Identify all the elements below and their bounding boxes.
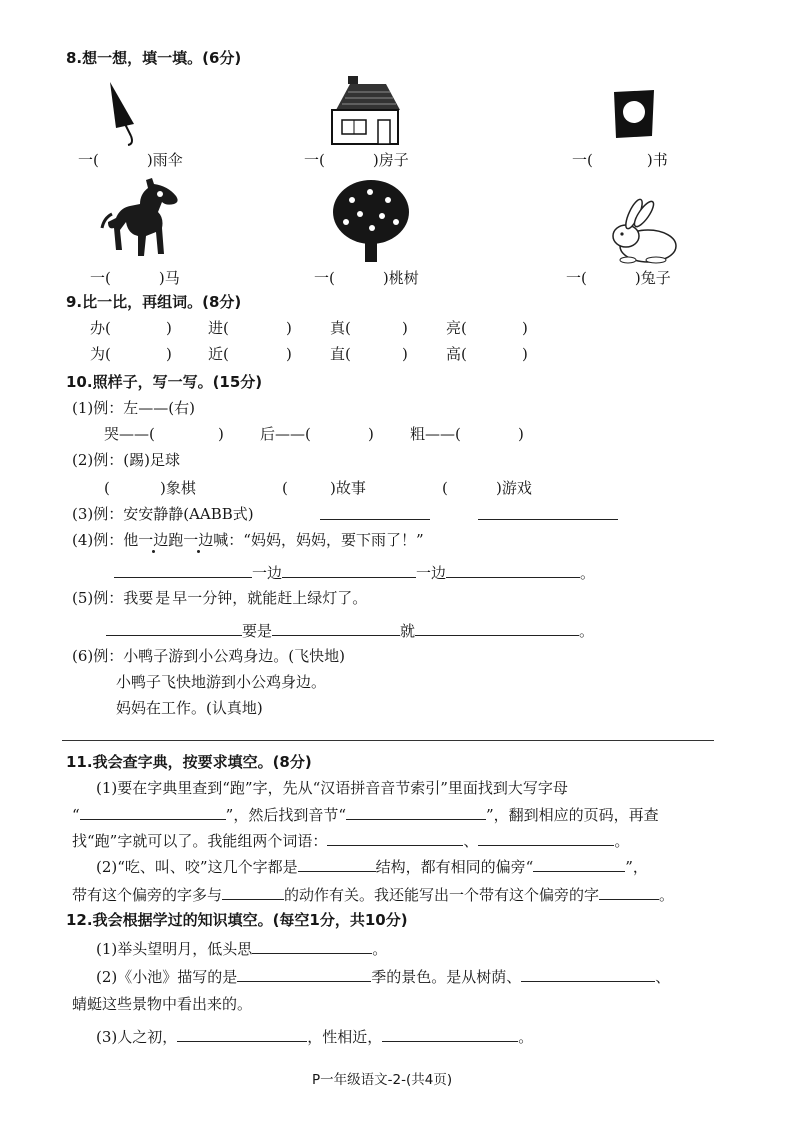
q11-p1-sep: 、 [463,832,479,850]
q10-s6-task: 妈妈在工作。(认真地) [116,699,263,717]
q8-item6-suffix: )兔子 [634,269,671,287]
q10-s5-ex-c: 早一分钟， [172,589,248,607]
q11-p1-end: ”，翻到相应的页码，再查 [486,806,659,824]
q10-s4-ex-c: 跑 [168,531,184,549]
q12-scene-blank[interactable] [521,966,655,982]
q10-title: 10.照样子，写一写。(15分) [66,373,263,391]
q11-word2-blank[interactable] [478,830,614,846]
q10-s5-example [72,588,367,608]
q10-s4-ex-d: 一边 [183,531,214,549]
q11-p1-mid: ”，然后找到音节“ [225,806,347,824]
q11-letter-blank[interactable] [80,804,226,820]
q10-s4-ex-e: 喊：“妈妈，妈妈，要下雨了！” [213,531,424,549]
q10-s5-ex-a: (5)例：我 [72,589,139,607]
q11-p1-period: 。 [614,832,630,850]
q8-item2-suffix: )房子 [372,151,409,169]
q12-p3-c: 。 [518,1028,534,1046]
q10-s1-word1: 哭——( [104,425,155,443]
q11-p2-b2: 的动作有关。我还能写出一个带有这个偏旁的字 [284,886,600,904]
q8-item1-prefix: 一( [78,151,99,169]
q10-s4-ex-a: (4)例：他 [72,531,139,549]
book-icon [610,88,658,140]
q10-s4-ex-b: 一边 [138,531,169,549]
q10-s2-open1: ( [104,479,110,497]
q9-row2-close1: ) [166,345,172,363]
q8-item4-prefix: 一( [90,269,111,287]
q10-s5-ex-b: 要是 [138,589,173,607]
q12-p3-a: (3)人之初， [96,1028,178,1046]
q9-title: 9.比一比，再组词。(8分) [66,293,242,311]
q10-s1-close1: ) [218,425,224,443]
q11-char-blank[interactable] [599,884,659,900]
q11-p2-a2: 结构，都有相同的偏旁“ [375,858,534,876]
q8-item3-suffix: )书 [646,151,668,169]
q9-row1-close3: ) [402,319,408,337]
q10-s4-example [72,530,424,550]
q9-row2-char2: 近( [208,345,229,363]
q11-quote-open: “ [72,806,80,824]
q9-row2-char1: 为( [90,345,111,363]
q10-s3-example: (3)例：安安静静(AABB式) [72,505,254,523]
q10-s3-blank1[interactable] [320,504,430,520]
q9-row2-close2: ) [286,345,292,363]
q12-p2-d: 蜻蜓这些景物中看出来的。 [72,995,253,1013]
q10-s1-close2: ) [368,425,374,443]
q10-s4-fill-a: 一边 [252,564,283,582]
q11-p1-line1: (1)要在字典里查到“跑”字，先从“汉语拼音音节索引”里面找到大写字母 [96,779,568,797]
q10-s4-fill-b: 一边 [416,564,447,582]
q8-item5-suffix: )桃树 [382,269,419,287]
q9-row1-char2: 进( [208,319,229,337]
q10-s5-fill-b: 就 [400,622,416,640]
q11-p2-b3: 。 [659,886,675,904]
q9-row2-char4: 高( [446,345,467,363]
q10-s5-ex-e: 能赶上绿灯了。 [262,589,368,607]
q8-item2-prefix: 一( [304,151,325,169]
q12-p1-a: (1)举头望明月，低头思 [96,940,253,958]
q11-p2-a1: (2)“吃、叫、咬”这几个字都是 [96,858,298,876]
q10-s5-end: 。 [579,622,595,640]
q11-p2-a3: ”， [625,858,648,876]
q11-radical-blank[interactable] [533,856,625,872]
q11-structure-blank[interactable] [298,856,376,872]
q8-title: 8.想一想，填一填。(6分) [66,49,242,67]
q10-s5-blank3[interactable] [415,620,579,636]
q11-title: 11.我会查字典，按要求填空。(8分) [66,753,312,771]
q8-item5-prefix: 一( [314,269,335,287]
q10-s3-blank2[interactable] [478,504,618,520]
q10-s5-fill-a: 要是 [242,622,273,640]
q12-p3-blank1[interactable] [177,1026,307,1042]
q12-p1-b: 。 [372,940,388,958]
q8-item3-prefix: 一( [572,151,593,169]
q8-item1-suffix: )雨伞 [146,151,183,169]
q10-s4-end: 。 [580,564,596,582]
q10-s4-blank1[interactable] [114,562,252,578]
q10-s1-close3: ) [518,425,524,443]
q10-s4-blank3[interactable] [446,562,580,578]
q12-season-blank[interactable] [237,966,371,982]
q10-s6-example: (6)例：小鸭子游到小公鸡身边。(飞快地) [72,647,345,665]
q12-p2-b: 季的景色。是从树荫、 [371,968,522,986]
q10-s2-open3: ( [442,479,448,497]
q10-s2-open2: ( [282,479,288,497]
umbrella-icon [104,80,148,146]
q9-row1-close2: ) [286,319,292,337]
q12-p3-blank2[interactable] [382,1026,518,1042]
q12-title: 12.我会根据学过的知识填空。(每空1分，共10分) [66,911,408,929]
q8-item4-suffix: )马 [158,269,180,287]
q10-s2-word1: )象棋 [160,479,196,497]
q10-s1-word2: 后——( [260,425,311,443]
q10-s6-answer: 小鸭子飞快地游到小公鸡身边。 [116,673,327,691]
peach-tree-icon [330,178,412,264]
q11-action-blank[interactable] [222,884,284,900]
q10-s1-word3: 粗——( [410,425,461,443]
q9-row1-char1: 办( [90,319,111,337]
q10-s1-example: (1)例：左——(右) [72,399,195,417]
q10-s2-example: (2)例：(踢)足球 [72,451,180,469]
q11-p2-b1: 带有这个偏旁的字多与 [72,886,223,904]
q9-row1-close1: ) [166,319,172,337]
q8-item6-prefix: 一( [566,269,587,287]
q12-p2-a: (2)《小池》描写的是 [96,968,238,986]
q9-row2-close3: ) [402,345,408,363]
q12-p3-b: ，性相近， [307,1028,383,1046]
q10-s5-blank1[interactable] [106,620,242,636]
q9-row1-close4: ) [522,319,528,337]
rabbit-icon [604,196,680,266]
page-footer: P一年级语文-2-(共4页) [312,1072,453,1088]
q10-s5-blank2[interactable] [272,620,400,636]
q9-row1-char3: 真( [330,319,351,337]
q11-word1-blank[interactable] [327,830,463,846]
horse-icon [100,176,180,262]
q10-s5-ex-d: 就 [247,589,263,607]
q10-s6-answer-line[interactable] [62,740,714,741]
q10-s2-word3: )游戏 [496,479,532,497]
q9-row2-close4: ) [522,345,528,363]
q10-s4-blank2[interactable] [282,562,416,578]
q9-row1-char4: 亮( [446,319,467,337]
q11-p1-words-label: 找“跑”字就可以了。我能组两个词语： [72,832,328,850]
q11-syllable-blank[interactable] [346,804,486,820]
q9-row2-char3: 直( [330,345,351,363]
house-icon [326,74,402,146]
q12-p1-blank[interactable] [252,938,372,954]
q10-s2-word2: )故事 [330,479,366,497]
q12-p2-c: 、 [655,968,671,986]
